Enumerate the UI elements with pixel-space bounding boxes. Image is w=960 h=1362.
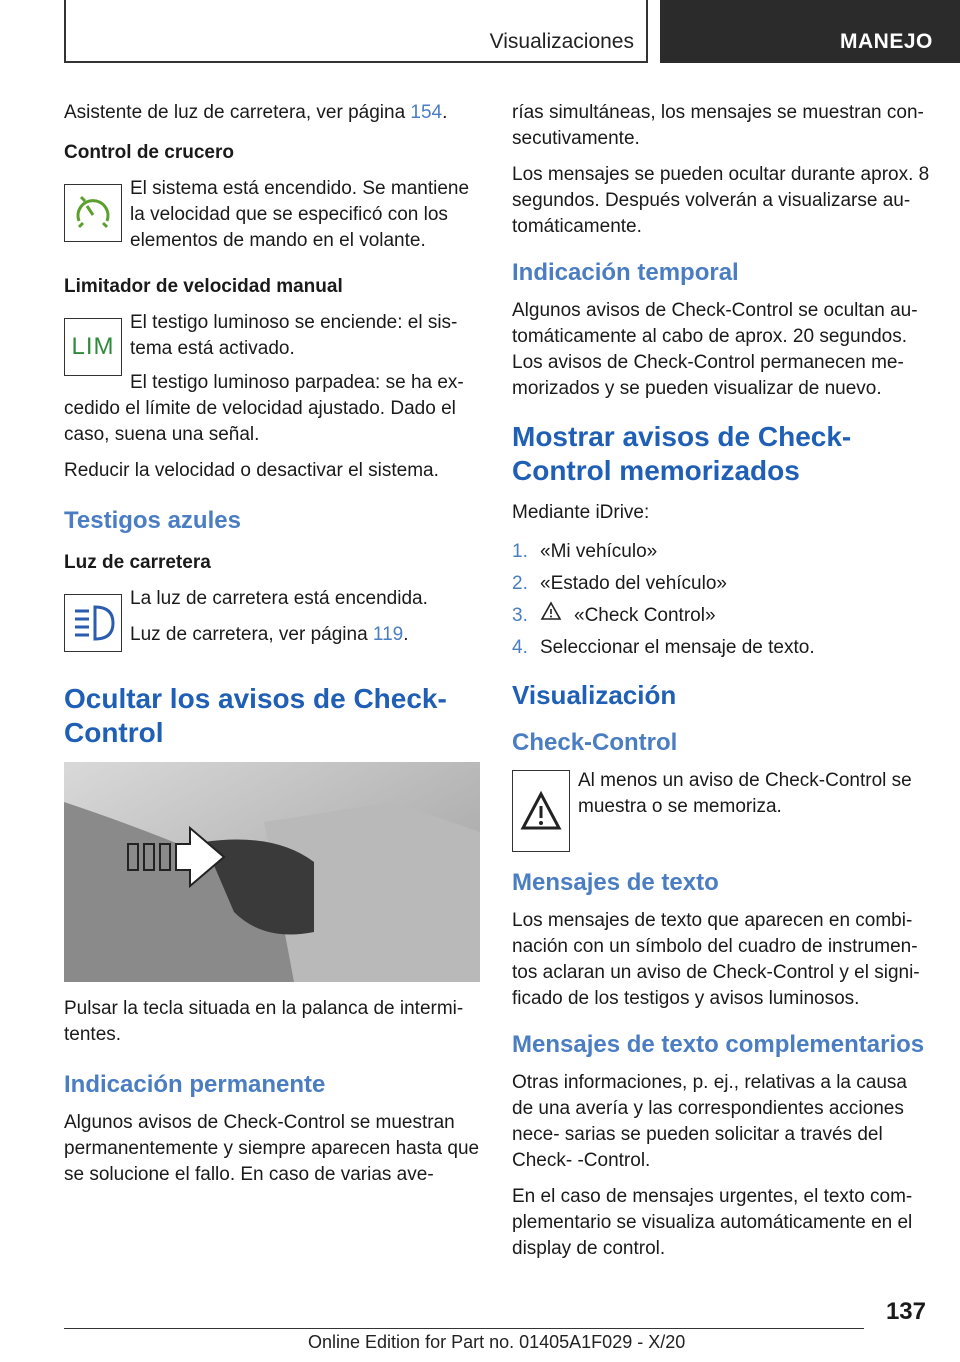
- idrive-text: Mediante iDrive:: [512, 502, 650, 523]
- extra-messages-text-1: Otras informaciones, p. ej., relativas a la causa de una avería y las correspondientes acciones nece- sarias se pueden solicitar a través del Check- -Control.: [512, 1072, 907, 1171]
- step-2: 2. «Estado del vehículo»: [512, 573, 727, 594]
- high-beam-icon: [64, 594, 122, 652]
- header-chapter: MANEJO: [660, 0, 960, 63]
- show-stored-title: Mostrar avisos de Check-Control memorizados: [512, 421, 852, 486]
- limiter-text-2: El testigo luminoso parpadea: se ha ex- cedido el límite de velocidad ajustado. Dado el caso, suena una señal.: [64, 372, 464, 445]
- temporary-title: Indicación temporal: [512, 259, 739, 286]
- lim-icon: LIM: [64, 318, 122, 376]
- turn-signal-lever-photo: [64, 762, 480, 982]
- text-messages-text: Los mensajes de texto que aparecen en combi- nación con un símbolo del cuadro de instrumen- tos aclaran un aviso de Check-Control y el signi- ficado de los testigos y avisos luminosos.: [512, 910, 920, 1009]
- hide-8s-text: Los mensajes se pueden ocultar durante aprox. 8 segundos. Después volverán a visualizarse au- tomáticamente.: [512, 164, 930, 237]
- cruise-title: Control de crucero: [64, 142, 234, 163]
- extra-messages-text-2: En el caso de mensajes urgentes, el texto com- plementario se visualiza automáticamente en el display de control.: [512, 1186, 913, 1259]
- warning-triangle-icon: [540, 600, 574, 632]
- highbeam-text-2: Luz de carretera, ver página 119.: [130, 624, 409, 645]
- highbeam-block: [64, 586, 484, 666]
- step-1: 1. «Mi vehículo»: [512, 541, 658, 562]
- step-3: 3. «Check Control»: [512, 600, 932, 632]
- step-4: 4. Seleccionar el mensaje de texto.: [512, 637, 815, 658]
- hide-title: Ocultar los avisos de Check-Control: [64, 683, 447, 748]
- extra-messages-title: Mensajes de texto complementarios: [512, 1031, 925, 1058]
- page-link-119[interactable]: 119: [372, 624, 404, 645]
- cruise-control-icon: [64, 184, 122, 242]
- temporary-text: Algunos avisos de Check-Control se ocultan au- tomáticamente al cabo de aprox. 20 segundos. Los avisos de Check-Control permanecen me- morizados y se pueden visualizar de nuevo.: [512, 300, 918, 399]
- permanent-text: Algunos avisos de Check-Control se muestran permanentemente y siempre aparecen hasta que se solucione el fallo. En caso de varias ave-: [64, 1112, 480, 1185]
- continued-text: rías simultáneas, los mensajes se muestran con- secutivamente.: [512, 102, 924, 149]
- check-control-text: Al menos un aviso de Check-Control se muestra o se memoriza.: [578, 770, 912, 817]
- page-link-154[interactable]: 154: [410, 102, 443, 123]
- header-section: Visualizaciones: [489, 30, 634, 53]
- check-control-block: [512, 768, 932, 854]
- text-messages-title: Mensajes de texto: [512, 869, 719, 896]
- footer-rule: [64, 1328, 864, 1329]
- cruise-text: El sistema está encendido. Se mantiene la velocidad que se especificó con los elementos de mando en el volante.: [130, 178, 470, 251]
- highbeam-assist-ref: Asistente de luz de carretera, ver página 154.: [64, 102, 448, 123]
- idrive-steps: [512, 536, 932, 664]
- highbeam-text-1: La luz de carretera está encendida.: [130, 588, 428, 609]
- right-column: [512, 100, 932, 1272]
- highbeam-title: Luz de carretera: [64, 552, 211, 573]
- check-control-title: Check-Control: [512, 729, 678, 756]
- limiter-text-3: Reducir la velocidad o desactivar el sistema.: [64, 460, 439, 481]
- limiter-text-1: El testigo luminoso se enciende: el sis- tema está activado.: [130, 312, 458, 359]
- cruise-block: [64, 176, 484, 256]
- limiter-title: Limitador de velocidad manual: [64, 276, 343, 297]
- left-column: [64, 100, 484, 1198]
- display-title: Visualización: [512, 680, 677, 710]
- permanent-title: Indicación permanente: [64, 1071, 326, 1098]
- blue-lights-title: Testigos azules: [64, 507, 241, 534]
- check-control-warning-icon: [512, 770, 570, 852]
- limiter-block: [64, 310, 484, 370]
- page-number: 137: [885, 1298, 926, 1325]
- footer-edition: Online Edition for Part no. 01405A1F029 - X/20: [308, 1332, 686, 1352]
- hide-text: Pulsar la tecla situada en la palanca de intermi- tentes.: [64, 998, 464, 1045]
